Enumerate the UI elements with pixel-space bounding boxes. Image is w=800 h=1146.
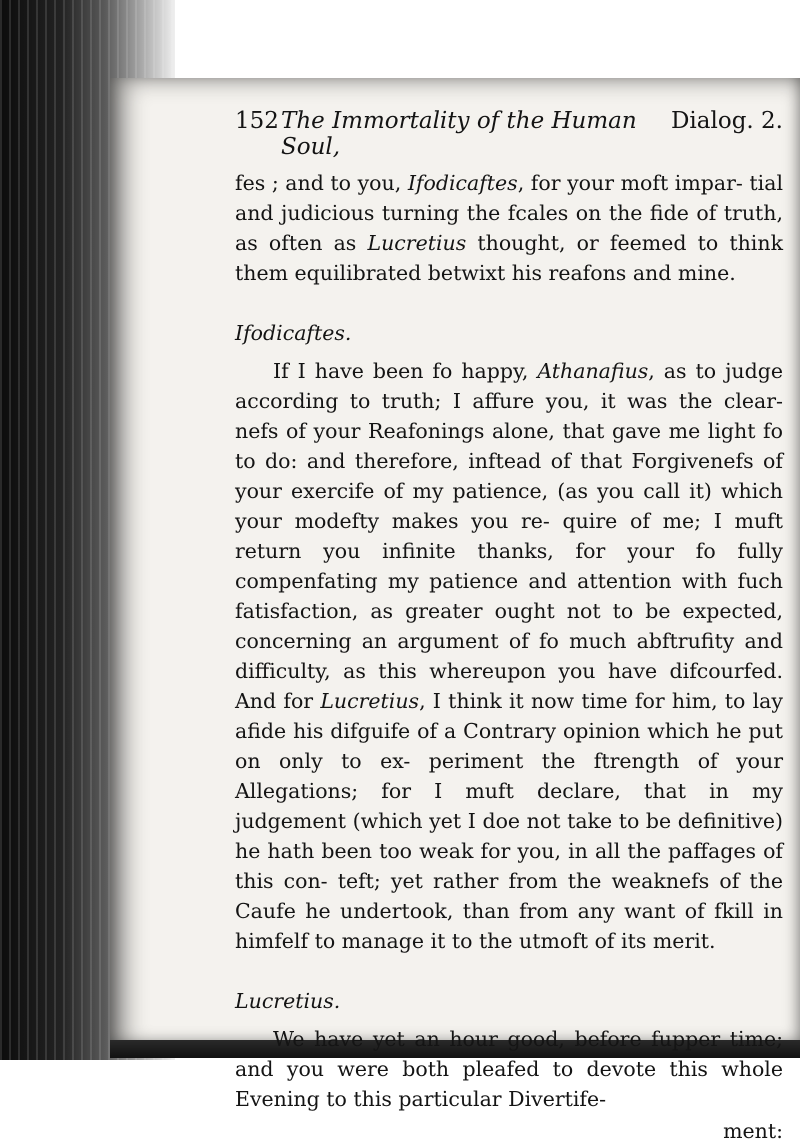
name-lucretius: Lucretius	[367, 231, 467, 255]
paragraph-2-text-c: , I think it now time for him, to lay afide his difguife of a Contrary opinion which he put on only to ex- periment the ftrength of your Allegations; for I muft declare, that in my judgement (which yet I doe not take to be definitive) he hath been too weak for you, in all the paffages of this con- teft; yet rather from the weaknefs of the Caufe he undertook, than from any want of fkill in himfelf to manage it to the utmoft of its merit.	[235, 689, 783, 953]
paragraph-1-text-c: thought, or feemed to think them equilibrated betwixt his reafons and mine.	[235, 231, 783, 285]
paragraph-1-text-b: , for your moft impar- tial and judicious turning the fcales on the fide of truth, as often as	[235, 171, 784, 255]
speaker-label-isodicastes: Ifodicaftes.	[235, 321, 352, 345]
running-title: The Immortality of the Human Soul,	[281, 108, 637, 160]
paragraph-3: We have yet an hour good, before fupper time; and you were both pleafed to devote this whole Evening to this particular Divertife-	[235, 1027, 783, 1111]
name-isodicastes: Ifodicaftes	[407, 171, 518, 195]
dialog-label: Dialog. 2.	[670, 108, 783, 134]
name-lucretius-2: Lucretius	[320, 689, 420, 713]
paragraph-1	[235, 168, 783, 288]
paragraph-2-text-b: , as to judge according to truth; I affure you, it was the clear- nefs of your Reafonings alone, that gave me light fo to do: and therefore, inftead of that Forgivenefs of your exercife of my patience, (as you call it) which your modefty makes you re- quire of me; I muft return you infinite thanks, for your fo fully compenfating my patience and attention with fuch fatisfaction, as greater ought not to be expected, concerning an argument of fo much abftrufity and difficulty, as this whereupon you have difcourfed. And for	[235, 359, 784, 713]
paragraph-1-text-a: fes ; and to you,	[235, 171, 408, 195]
catchword: ment:	[723, 1119, 783, 1143]
name-athanasius: Athanafius	[537, 359, 649, 383]
page-number: 152	[235, 108, 279, 134]
paragraph-2	[235, 356, 783, 956]
paragraph-2-text-a: If I have been fo happy,	[273, 359, 538, 383]
running-head	[235, 108, 783, 160]
page-text	[235, 108, 783, 1146]
speaker-label-lucretius: Lucretius.	[235, 989, 341, 1013]
